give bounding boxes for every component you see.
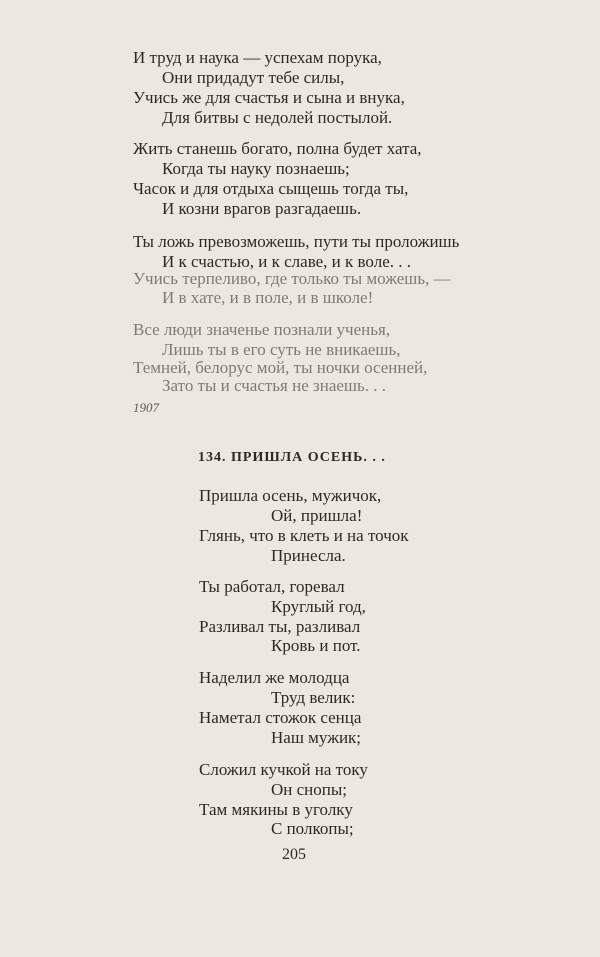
poem-line: Глянь, что в клеть и на точок [199, 526, 409, 545]
poem-line: Разливал ты, разливал [199, 617, 361, 636]
poem-year: 1907 [133, 400, 159, 415]
poem-line: И труд и наука — успехам порука, [133, 48, 382, 67]
poem-line: Ты ложь превозможешь, пути ты проложишь [133, 232, 460, 251]
poem-line: Кровь и пот. [271, 636, 361, 655]
poem-line: Для битвы с недолей постылой. [162, 108, 393, 127]
poem-line: Он снопы; [271, 780, 348, 799]
poem-line: Наш мужик; [271, 728, 362, 747]
poem-line: Учись терпеливо, где только ты можешь, — [133, 269, 451, 288]
poem-line: Лишь ты в его суть не вникаешь, [162, 340, 401, 359]
poem-line: Пришла осень, мужичок, [199, 486, 382, 505]
poem-line: Все люди значенье познали ученья, [133, 320, 391, 339]
poem-line: Когда ты науку познаешь; [162, 159, 350, 178]
poem-line: Там мякины в уголку [199, 800, 353, 819]
poem-line: Ты работал, горевал [199, 577, 345, 596]
poem-line: Принесла. [271, 546, 346, 565]
poem-title: 134. ПРИШЛА ОСЕНЬ. . . [198, 450, 386, 465]
poem-line: Темней, белорус мой, ты ночки осенней, [133, 358, 428, 377]
page-number: 205 [282, 846, 306, 863]
poem-line: Учись же для счастья и сына и внука, [133, 88, 405, 107]
poem-line: Ой, пришла! [271, 506, 363, 525]
poem-line: Наметал стожок сенца [199, 708, 362, 727]
poem-line: Круглый год, [271, 597, 366, 616]
poem-line: Наделил же молодца [199, 668, 350, 687]
poem-line: Они придадут тебе силы, [162, 68, 345, 87]
poem-line: Сложил кучкой на току [199, 760, 368, 779]
poem-line: И к счастью, и к славе, и к воле. . . [162, 252, 411, 271]
poem-line: Часок и для отдыха сыщешь тогда ты, [133, 179, 409, 198]
poem-line: Зато ты и счастья не знаешь. . . [162, 376, 387, 395]
poem-line: И в хате, и в поле, и в школе! [162, 288, 374, 307]
poem-line: С полкопы; [271, 819, 354, 838]
poem-line: И козни врагов разгадаешь. [162, 199, 362, 218]
poem-line: Жить станешь богато, полна будет хата, [133, 139, 422, 158]
poem-line: Труд велик: [271, 688, 356, 707]
